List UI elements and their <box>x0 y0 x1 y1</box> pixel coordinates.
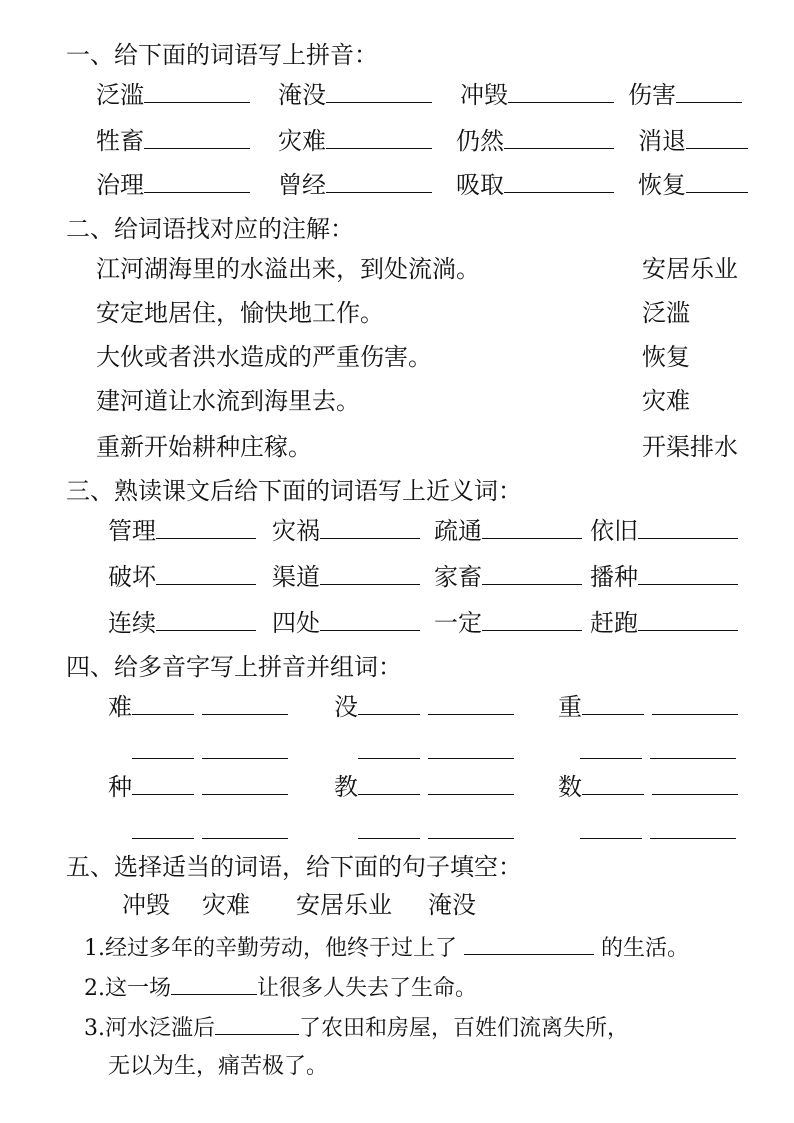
word-blank[interactable] <box>652 692 738 715</box>
pinyin-blank[interactable] <box>358 736 420 759</box>
synonym-blank[interactable] <box>638 562 738 585</box>
s3-word-12: 赶跑 <box>590 606 738 640</box>
s1-word-5: 牲畜 <box>96 124 250 158</box>
pinyin-blank[interactable] <box>582 772 644 795</box>
pinyin-blank[interactable] <box>326 170 432 193</box>
s3-word-10: 四处 <box>272 606 420 640</box>
word-blank[interactable] <box>428 692 514 715</box>
s5-option-2: 灾难 <box>202 891 250 919</box>
s3-word-4: 依旧 <box>590 514 738 548</box>
s4-extra-row <box>580 814 736 848</box>
pinyin-blank[interactable] <box>132 816 194 839</box>
s2-definition-2: 安定地居住，愉快地工作。 <box>96 299 384 327</box>
word-blank[interactable] <box>652 772 738 795</box>
word-blank[interactable] <box>202 736 288 759</box>
s1-word-3: 冲毁 <box>460 78 614 112</box>
answer-blank[interactable] <box>464 932 594 955</box>
synonym-blank[interactable] <box>320 562 420 585</box>
s5-question-1: 1.经过多年的辛勤劳动，他终于过上了 的生活。 <box>84 932 689 966</box>
synonym-blank[interactable] <box>638 608 738 631</box>
section-1-title: 一、给下面的词语写上拼音： <box>66 41 378 69</box>
s3-word-11: 一定 <box>434 606 582 640</box>
s1-word-1: 泛滥 <box>96 78 250 112</box>
pinyin-blank[interactable] <box>132 692 194 715</box>
pinyin-blank[interactable] <box>504 126 614 149</box>
s3-word-1: 管理 <box>108 514 256 548</box>
synonym-blank[interactable] <box>320 608 420 631</box>
pinyin-blank[interactable] <box>580 736 642 759</box>
s4-char-4: 种 <box>108 770 288 804</box>
s3-word-8: 播种 <box>590 560 738 594</box>
word-blank[interactable] <box>428 772 514 795</box>
s4-extra-row <box>132 814 288 848</box>
s1-word-9: 治理 <box>96 168 250 202</box>
s2-term-4: 灾难 <box>642 387 690 415</box>
s3-word-6: 渠道 <box>272 560 420 594</box>
s1-word-12: 恢复 <box>638 168 748 202</box>
word-blank[interactable] <box>428 736 514 759</box>
s5-option-4: 淹没 <box>428 891 476 919</box>
s4-char-2: 没 <box>334 690 514 724</box>
synonym-blank[interactable] <box>320 516 420 539</box>
s3-word-5: 破坏 <box>108 560 256 594</box>
s2-term-1: 安居乐业 <box>642 255 738 283</box>
s5-question-2: 2.这一场 让很多人失去了生命。 <box>84 972 477 1006</box>
synonym-blank[interactable] <box>482 608 582 631</box>
s1-word-6: 灾难 <box>278 124 432 158</box>
s3-word-3: 疏通 <box>434 514 582 548</box>
pinyin-blank[interactable] <box>686 126 748 149</box>
word-blank[interactable] <box>202 816 288 839</box>
section-5-title: 五、选择适当的词语，给下面的句子填空： <box>66 853 522 881</box>
s5-option-3: 安居乐业 <box>296 891 392 919</box>
s2-definition-3: 大伙或者洪水造成的严重伤害。 <box>96 343 432 371</box>
pinyin-blank[interactable] <box>326 80 432 103</box>
section-4-title: 四、给多音字写上拼音并组词： <box>66 653 402 681</box>
s2-definition-1: 江河湖海里的水溢出来，到处流淌。 <box>96 255 480 283</box>
s2-definition-5: 重新开始耕种庄稼。 <box>96 433 312 461</box>
s5-option-1: 冲毁 <box>122 891 170 919</box>
pinyin-blank[interactable] <box>358 772 420 795</box>
pinyin-blank[interactable] <box>144 126 250 149</box>
s4-extra-row <box>132 734 288 768</box>
s3-word-7: 家畜 <box>434 560 582 594</box>
pinyin-blank[interactable] <box>676 80 742 103</box>
s5-question-3-continued: 无以为生，痛苦极了。 <box>108 1054 329 1079</box>
synonym-blank[interactable] <box>482 562 582 585</box>
answer-blank[interactable] <box>171 972 257 995</box>
pinyin-blank[interactable] <box>504 170 614 193</box>
word-blank[interactable] <box>202 772 288 795</box>
word-blank[interactable] <box>650 816 736 839</box>
s2-term-3: 恢复 <box>642 343 690 371</box>
s4-char-5: 教 <box>334 770 514 804</box>
pinyin-blank[interactable] <box>358 816 420 839</box>
pinyin-blank[interactable] <box>508 80 614 103</box>
pinyin-blank[interactable] <box>686 170 748 193</box>
synonym-blank[interactable] <box>156 562 256 585</box>
s2-term-2: 泛滥 <box>642 299 690 327</box>
s3-word-9: 连续 <box>108 606 256 640</box>
s4-char-6: 数 <box>558 770 738 804</box>
synonym-blank[interactable] <box>482 516 582 539</box>
s4-char-3: 重 <box>558 690 738 724</box>
synonym-blank[interactable] <box>156 608 256 631</box>
answer-blank[interactable] <box>215 1012 299 1035</box>
s1-word-11: 吸取 <box>456 168 614 202</box>
pinyin-blank[interactable] <box>144 170 250 193</box>
s4-extra-row <box>580 734 736 768</box>
word-blank[interactable] <box>428 816 514 839</box>
synonym-blank[interactable] <box>638 516 738 539</box>
pinyin-blank[interactable] <box>580 816 642 839</box>
s2-term-5: 开渠排水 <box>642 433 738 461</box>
s1-word-4: 伤害 <box>628 78 742 112</box>
pinyin-blank[interactable] <box>132 772 194 795</box>
s1-word-7: 仍然 <box>456 124 614 158</box>
word-blank[interactable] <box>202 692 288 715</box>
pinyin-blank[interactable] <box>358 692 420 715</box>
section-2-title: 二、给词语找对应的注解： <box>66 215 354 243</box>
s4-extra-row <box>358 734 514 768</box>
s4-extra-row <box>358 814 514 848</box>
pinyin-blank[interactable] <box>132 736 194 759</box>
s4-char-1: 难 <box>108 690 288 724</box>
pinyin-blank[interactable] <box>144 80 250 103</box>
pinyin-blank[interactable] <box>326 126 432 149</box>
s5-question-3: 3.河水泛滥后 了农田和房屋，百姓们流离失所， <box>84 1012 629 1046</box>
s3-word-2: 灾祸 <box>272 514 420 548</box>
word-blank[interactable] <box>650 736 736 759</box>
pinyin-blank[interactable] <box>582 692 644 715</box>
s1-word-8: 消退 <box>638 124 748 158</box>
s1-word-10: 曾经 <box>278 168 432 202</box>
synonym-blank[interactable] <box>156 516 256 539</box>
section-3-title: 三、熟读课文后给下面的词语写上近义词： <box>66 477 522 505</box>
s2-definition-4: 建河道让水流到海里去。 <box>96 387 360 415</box>
s1-word-2: 淹没 <box>278 78 432 112</box>
